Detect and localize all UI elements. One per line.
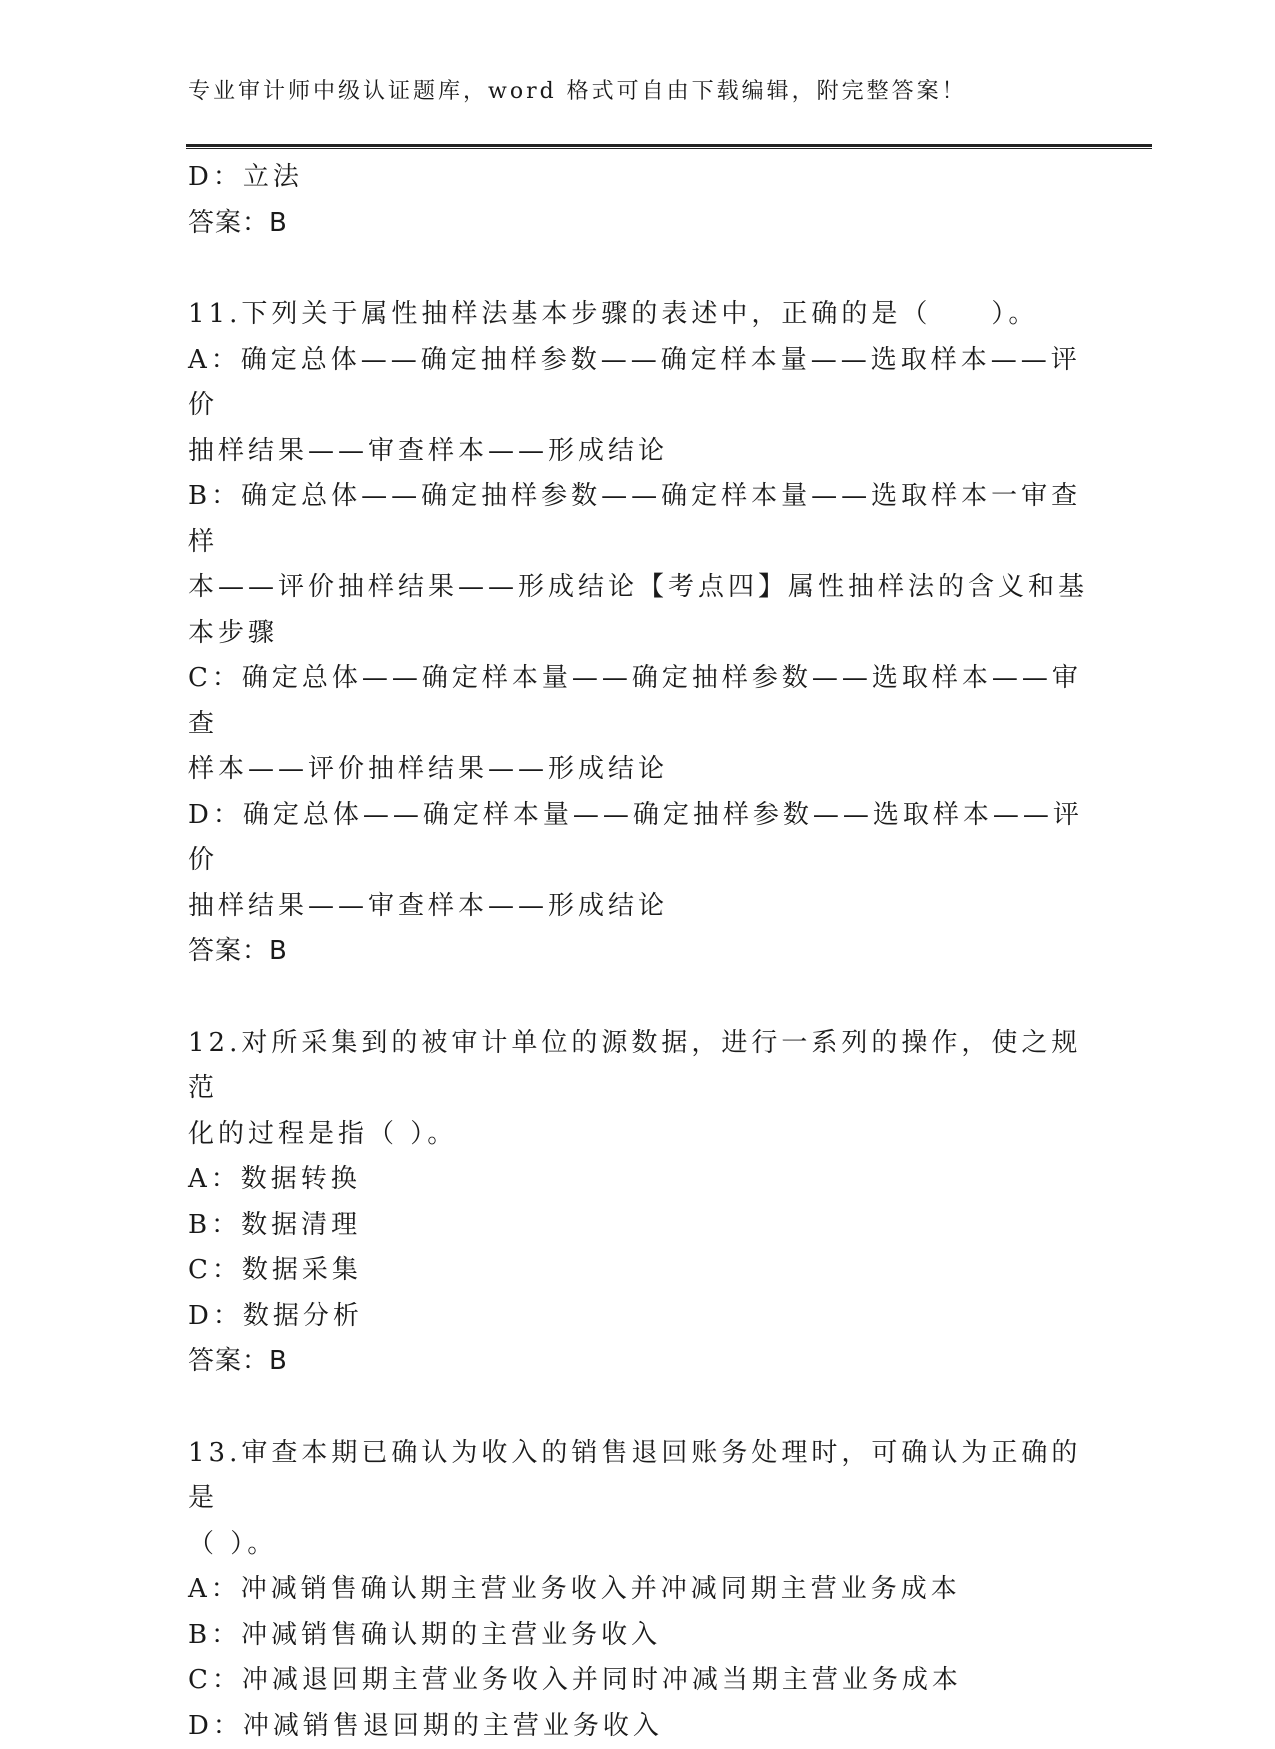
answer-line: 答案：B (188, 1339, 1088, 1385)
option-c-line-2: 样本——评价抽样结果——形成结论 (188, 747, 1088, 793)
document-header: 专业审计师中级认证题库，word 格式可自由下载编辑，附完整答案！ (188, 74, 967, 105)
question-stem-line-1: 12.对所采集到的被审计单位的源数据，进行一系列的操作，使之规范 (188, 1021, 1088, 1112)
option-d: D：冲减销售退回期的主营业务收入 (188, 1704, 1088, 1749)
question-stem-line-2: （ ）。 (188, 1522, 1088, 1568)
option-d: D：立法 (188, 155, 1088, 201)
previous-question-tail (188, 155, 1088, 246)
question-13 (188, 1431, 1088, 1749)
option-d: D：数据分析 (188, 1294, 1088, 1340)
option-b-line-2: 本——评价抽样结果——形成结论【考点四】属性抽样法的含义和基 (188, 565, 1088, 611)
option-b-line-1: B：确定总体——确定抽样参数——确定样本量——选取样本一审查样 (188, 474, 1088, 565)
option-c-line-1: C：确定总体——确定样本量——确定抽样参数——选取样本——审查 (188, 656, 1088, 747)
option-b: B：冲减销售确认期的主营业务收入 (188, 1613, 1088, 1659)
option-c: C：冲减退回期主营业务收入并同时冲减当期主营业务成本 (188, 1658, 1088, 1704)
option-a-line-2: 抽样结果——审查样本——形成结论 (188, 429, 1088, 475)
question-stem-line-2: 化的过程是指（ ）。 (188, 1112, 1088, 1158)
header-divider (186, 144, 1152, 149)
question-stem-line-1: 13.审查本期已确认为收入的销售退回账务处理时，可确认为正确的是 (188, 1431, 1088, 1522)
question-12 (188, 1021, 1088, 1385)
answer-line: 答案：B (188, 201, 1088, 247)
option-a-line-1: A：确定总体——确定抽样参数——确定样本量——选取样本——评价 (188, 338, 1088, 429)
option-a: A：冲减销售确认期主营业务收入并冲减同期主营业务成本 (188, 1567, 1088, 1613)
document-body (188, 155, 1088, 1749)
option-d-line-1: D：确定总体——确定样本量——确定抽样参数——选取样本——评价 (188, 793, 1088, 884)
option-b-line-3: 本步骤 (188, 611, 1088, 657)
option-a: A：数据转换 (188, 1157, 1088, 1203)
option-d-line-2: 抽样结果——审查样本——形成结论 (188, 884, 1088, 930)
option-c: C：数据采集 (188, 1248, 1088, 1294)
question-11 (188, 292, 1088, 975)
option-b: B：数据清理 (188, 1203, 1088, 1249)
question-stem: 11.下列关于属性抽样法基本步骤的表述中，正确的是（ ）。 (188, 292, 1088, 338)
answer-line: 答案：B (188, 929, 1088, 975)
